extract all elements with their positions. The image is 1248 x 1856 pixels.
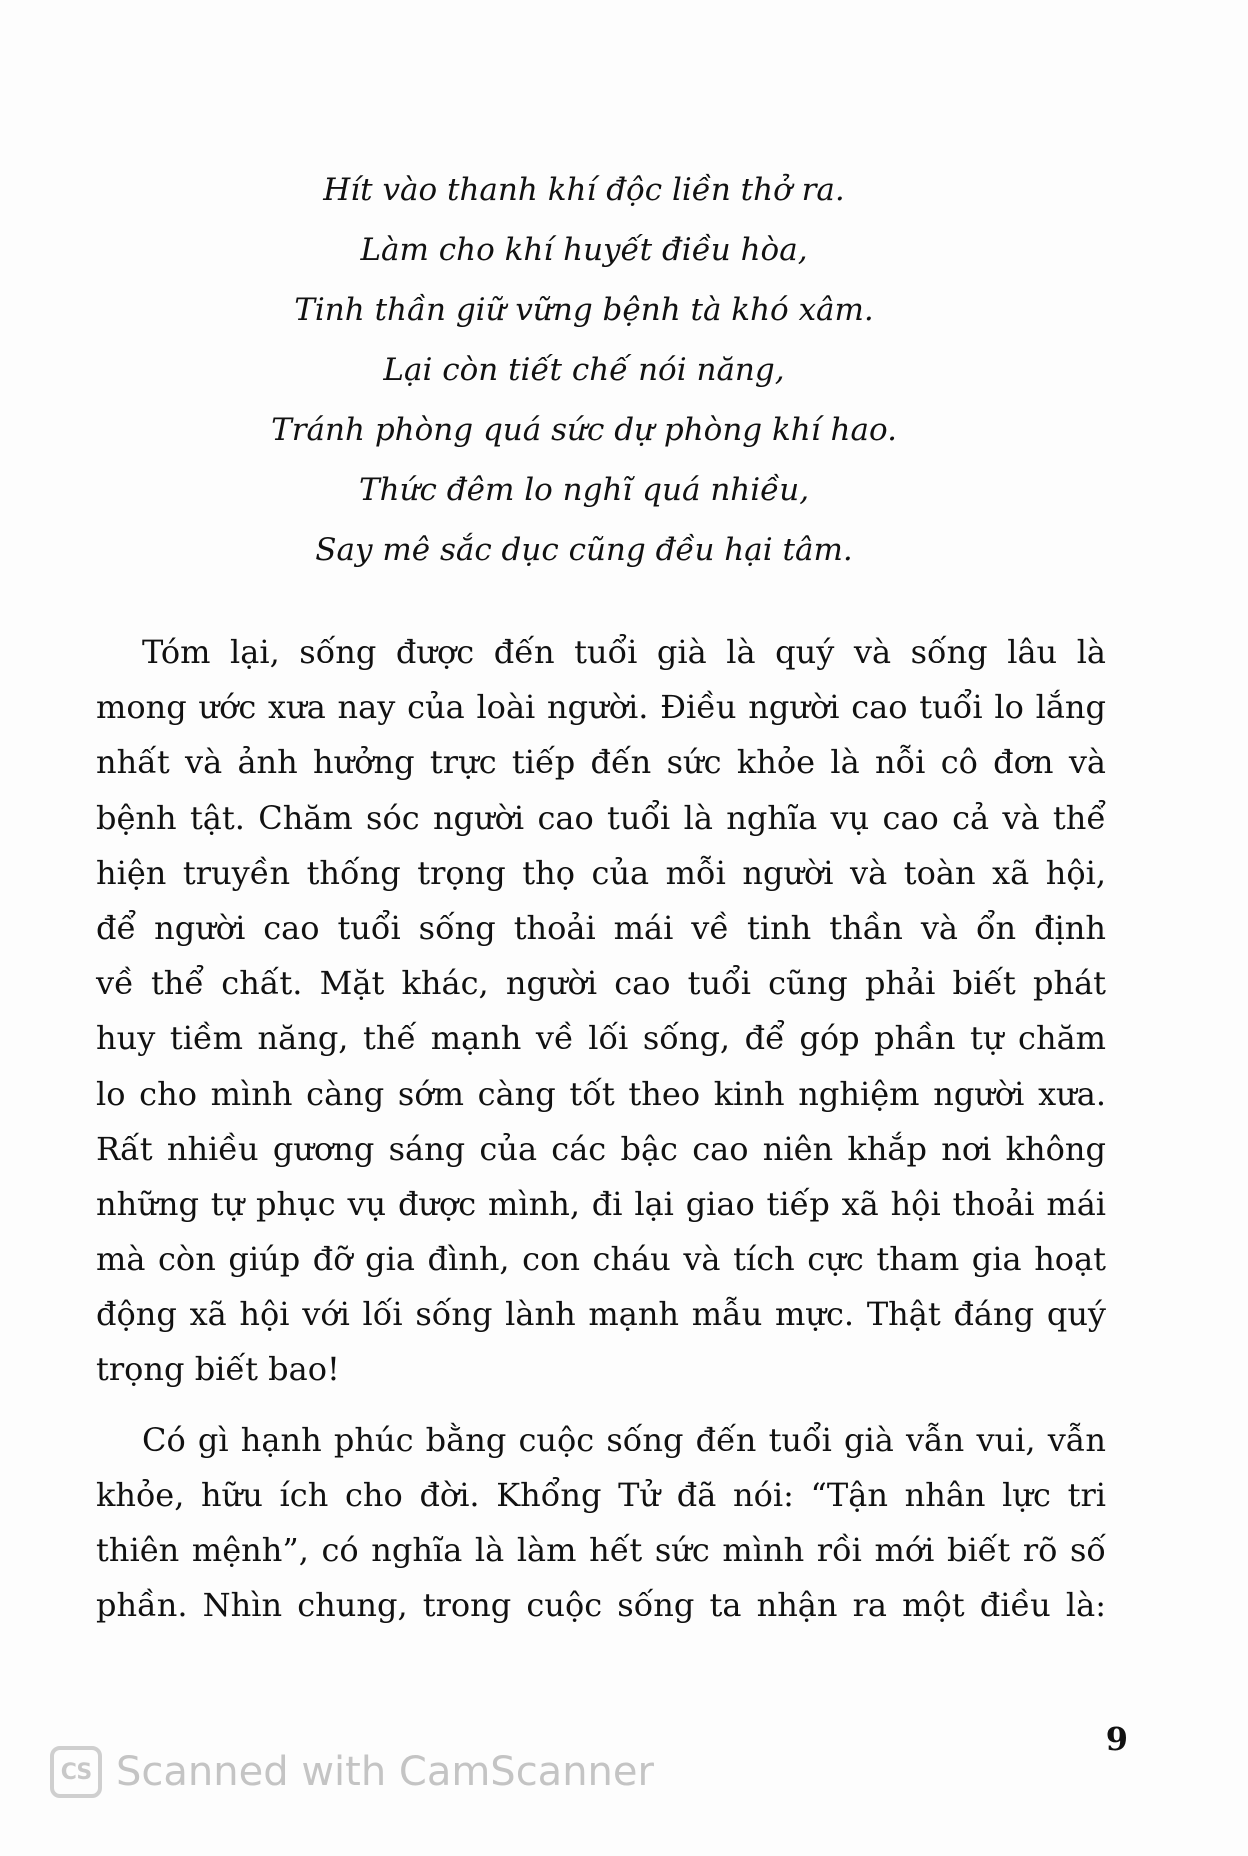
body-text [96, 625, 1106, 1633]
text-line: nhất và ảnh hưởng trực tiếp đến sức khỏe là nỗi cô đơn và [96, 743, 1106, 782]
text-line: huy tiềm năng, thế mạnh về lối sống, để góp phần tự chăm [96, 1019, 1106, 1058]
watermark-text: Scanned with CamScanner [116, 1749, 654, 1795]
text-line: động xã hội với lối sống lành mạnh mẫu mực. Thật đáng quý [96, 1295, 1106, 1334]
text-line: về thể chất. Mặt khác, người cao tuổi cũng phải biết phát [96, 964, 1106, 1003]
text-line: phần. Nhìn chung, trong cuộc sống ta nhận ra một điều là: [96, 1586, 1106, 1625]
poem-line: Làm cho khí huyết điều hòa, [360, 232, 808, 268]
text-line: Có gì hạnh phúc bằng cuộc sống đến tuổi già vẫn vui, vẫn [142, 1420, 1106, 1459]
text-line: trọng biết bao! [96, 1350, 340, 1389]
text-line: thiên mệnh”, có nghĩa là làm hết sức mình rồi mới biết rõ số [96, 1531, 1106, 1569]
paragraph-1 [96, 625, 1106, 1398]
page-number: 9 [1105, 1720, 1128, 1758]
poem-line: Tránh phòng quá sức dự phòng khí hao. [271, 412, 897, 448]
poem-line: Hít vào thanh khí độc liền thở ra. [323, 172, 845, 208]
text-line: lo cho mình càng sớm càng tốt theo kinh nghiệm người xưa. [96, 1074, 1106, 1113]
poem-line: Say mê sắc dục cũng đều hại tâm. [315, 532, 853, 568]
text-line: bệnh tật. Chăm sóc người cao tuổi là nghĩa vụ cao cả và thể [96, 798, 1106, 837]
text-line: khỏe, hữu ích cho đời. Khổng Tử đã nói: “Tận nhân lực tri [96, 1475, 1106, 1514]
text-line: hiện truyền thống trọng thọ của mỗi người và toàn xã hội, [96, 853, 1106, 892]
text-line: mà còn giúp đỡ gia đình, con cháu và tích cực tham gia hoạt [96, 1240, 1106, 1279]
camscanner-watermark [50, 1746, 654, 1798]
text-line: Rất nhiều gương sáng của các bậc cao niên khắp nơi không [96, 1129, 1106, 1168]
poem-line: Thức đêm lo nghĩ quá nhiều, [358, 472, 810, 508]
paragraph-2 [96, 1413, 1106, 1634]
camscanner-logo-icon: CS [50, 1746, 102, 1798]
poem-line: Lại còn tiết chế nói năng, [383, 352, 785, 388]
poem [80, 160, 1088, 580]
text-line: những tự phục vụ được mình, đi lại giao tiếp xã hội thoải mái [96, 1184, 1106, 1223]
text-line: mong ước xưa nay của loài người. Điều người cao tuổi lo lắng [96, 688, 1106, 727]
text-line: Tóm lại, sống được đến tuổi già là quý và sống lâu là [142, 633, 1106, 671]
poem-line: Tinh thần giữ vững bệnh tà khó xâm. [294, 292, 874, 328]
text-line: để người cao tuổi sống thoải mái về tinh thần và ổn định [96, 908, 1106, 947]
